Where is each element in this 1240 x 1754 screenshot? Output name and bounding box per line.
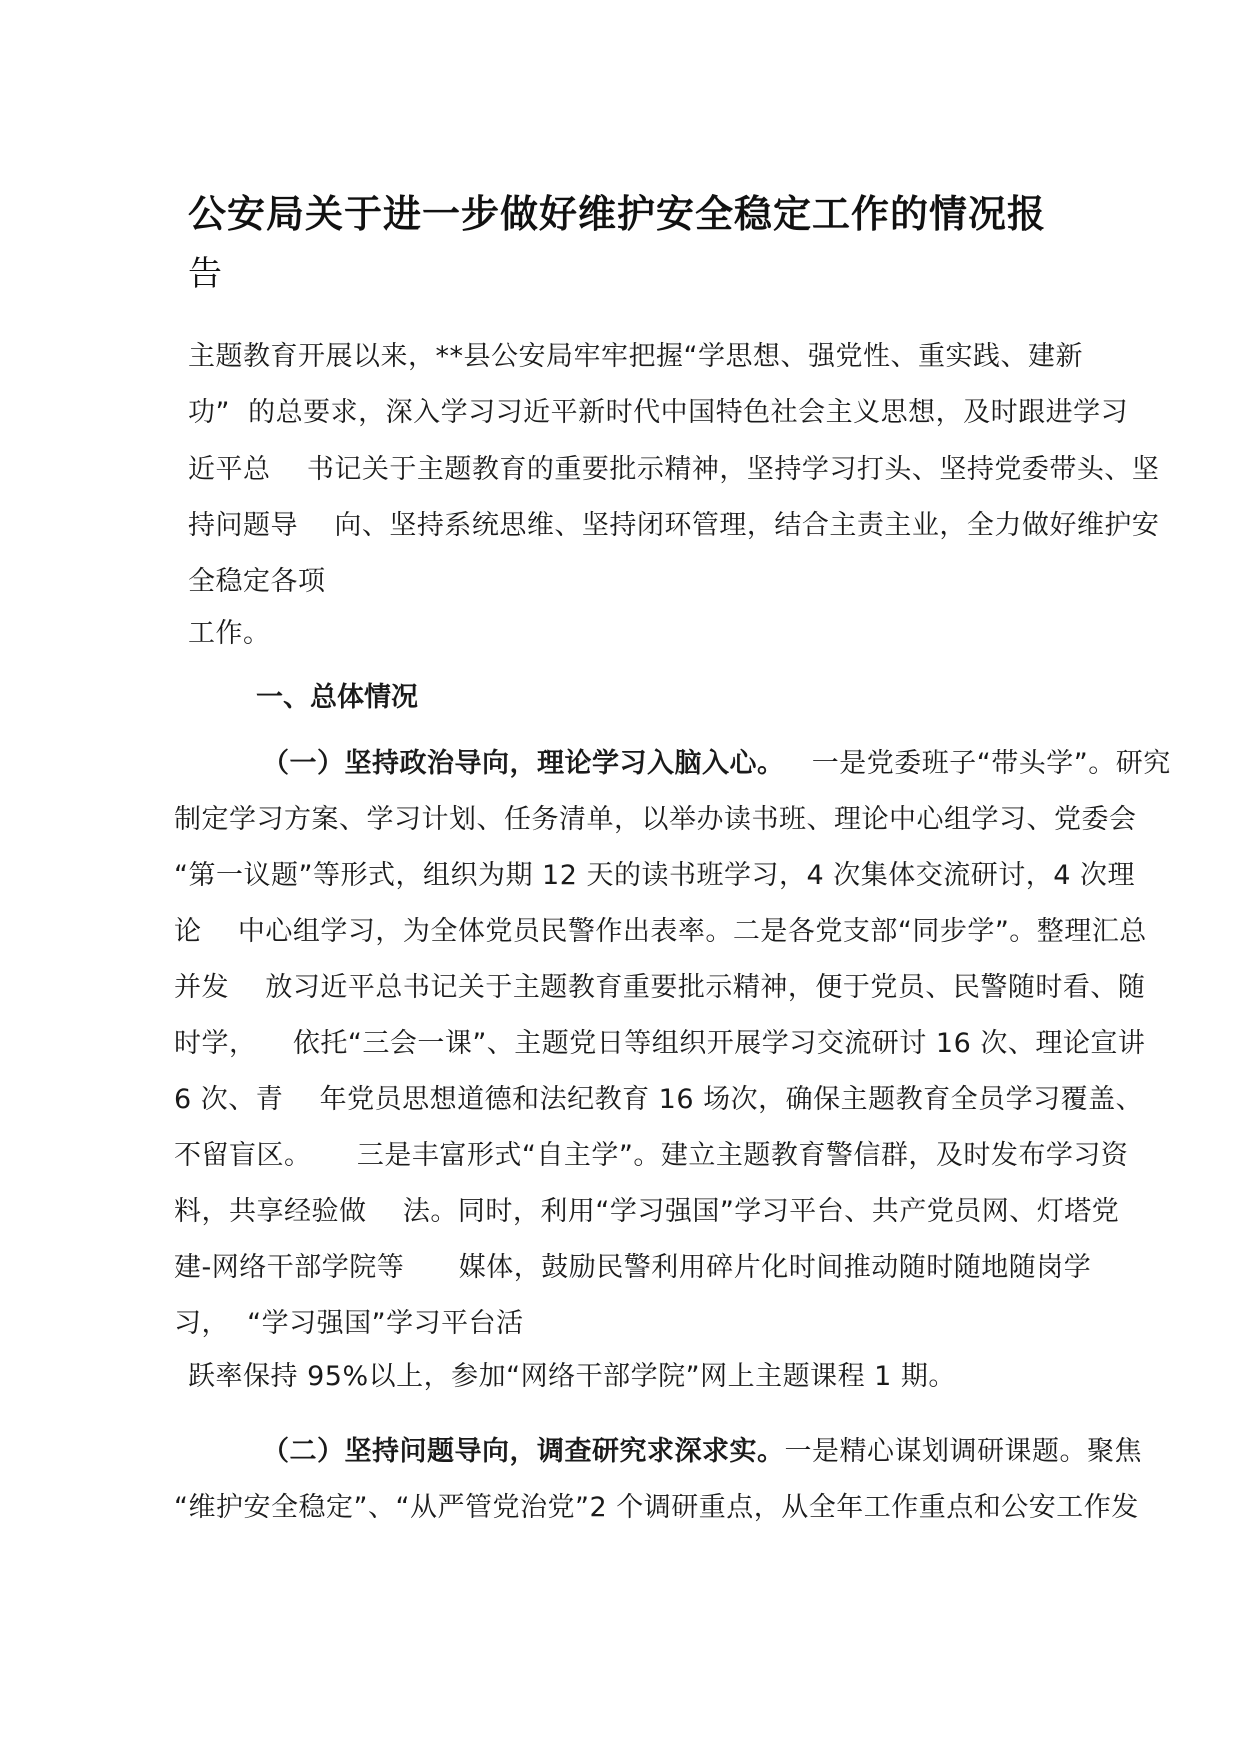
paragraph-first-line — [262, 747, 1171, 781]
paragraph-text: 一是精心谋划调研课题。聚焦 — [784, 1436, 1142, 1467]
paragraph-line: 6 次、青 年党员思想道德和法纪教育 16 场次，确保主题教育全员学习覆盖、 — [174, 1084, 1144, 1115]
paragraph-line: 不留盲区。 三是丰富形式“自主学”。建立主题教育警信群，及时发布学习资 — [174, 1140, 1129, 1171]
paragraph-text: 一是党委班子“带头学”。研究 — [784, 748, 1171, 779]
paragraph-line: 并发 放习近平总书记关于主题教育重要批示精神，便于党员、民警随时看、随 — [174, 972, 1146, 1003]
paragraph-lead: （一）坚持政治导向，理论学习入脑入心。 — [262, 748, 785, 779]
document-title-line2: 告 — [188, 254, 223, 294]
paragraph-first-line — [262, 1435, 1142, 1469]
intro-line: 工作。 — [188, 618, 271, 649]
paragraph-line: 习， “学习强国”学习平台活 — [174, 1308, 524, 1339]
paragraph-line: “维护安全稳定”、“从严管党治党”2 个调研重点，从全年工作重点和公安工作发 — [174, 1492, 1139, 1523]
intro-line: 持问题导 向、坚持系统思维、坚持闭环管理，结合主责主业，全力做好维护安 — [188, 510, 1160, 541]
intro-line: 主题教育开展以来，**县公安局牢牢把握“学思想、强党性、重实践、建新 — [188, 341, 1083, 372]
section-heading: 一、总体情况 — [256, 682, 418, 713]
paragraph-line: 论 中心组学习，为全体党员民警作出表率。二是各党支部“同步学”。整理汇总 — [174, 916, 1147, 947]
paragraph-lead: （二）坚持问题导向，调查研究求深求实。 — [262, 1436, 785, 1467]
intro-line: 功” 的总要求，深入学习习近平新时代中国特色社会主义思想，及时跟进学习 — [188, 397, 1129, 428]
document-title-line1: 公安局关于进一步做好维护安全稳定工作的情况报 — [188, 191, 1047, 236]
paragraph-line: 建-网络干部学院等 媒体，鼓励民警利用碎片化时间推动随时随地随岗学 — [174, 1252, 1092, 1283]
paragraph-line: “第一议题”等形式，组织为期 12 天的读书班学习，4 次集体交流研讨，4 次理 — [174, 860, 1136, 891]
paragraph-line: 时学， 依托“三会一课”、主题党日等组织开展学习交流研讨 16 次、理论宣讲 — [174, 1028, 1146, 1059]
intro-line: 近平总 书记关于主题教育的重要批示精神，坚持学习打头、坚持党委带头、坚 — [188, 454, 1160, 485]
paragraph-line: 料，共享经验做 法。同时，利用“学习强国”学习平台、共产党员网、灯塔党 — [174, 1196, 1120, 1227]
paragraph-line: 跃率保持 95%以上，参加“网络干部学院”网上主题课程 1 期。 — [188, 1361, 956, 1392]
paragraph-line: 制定学习方案、学习计划、任务清单，以举办读书班、理论中心组学习、党委会 — [174, 804, 1137, 835]
intro-line: 全稳定各项 — [188, 566, 326, 597]
